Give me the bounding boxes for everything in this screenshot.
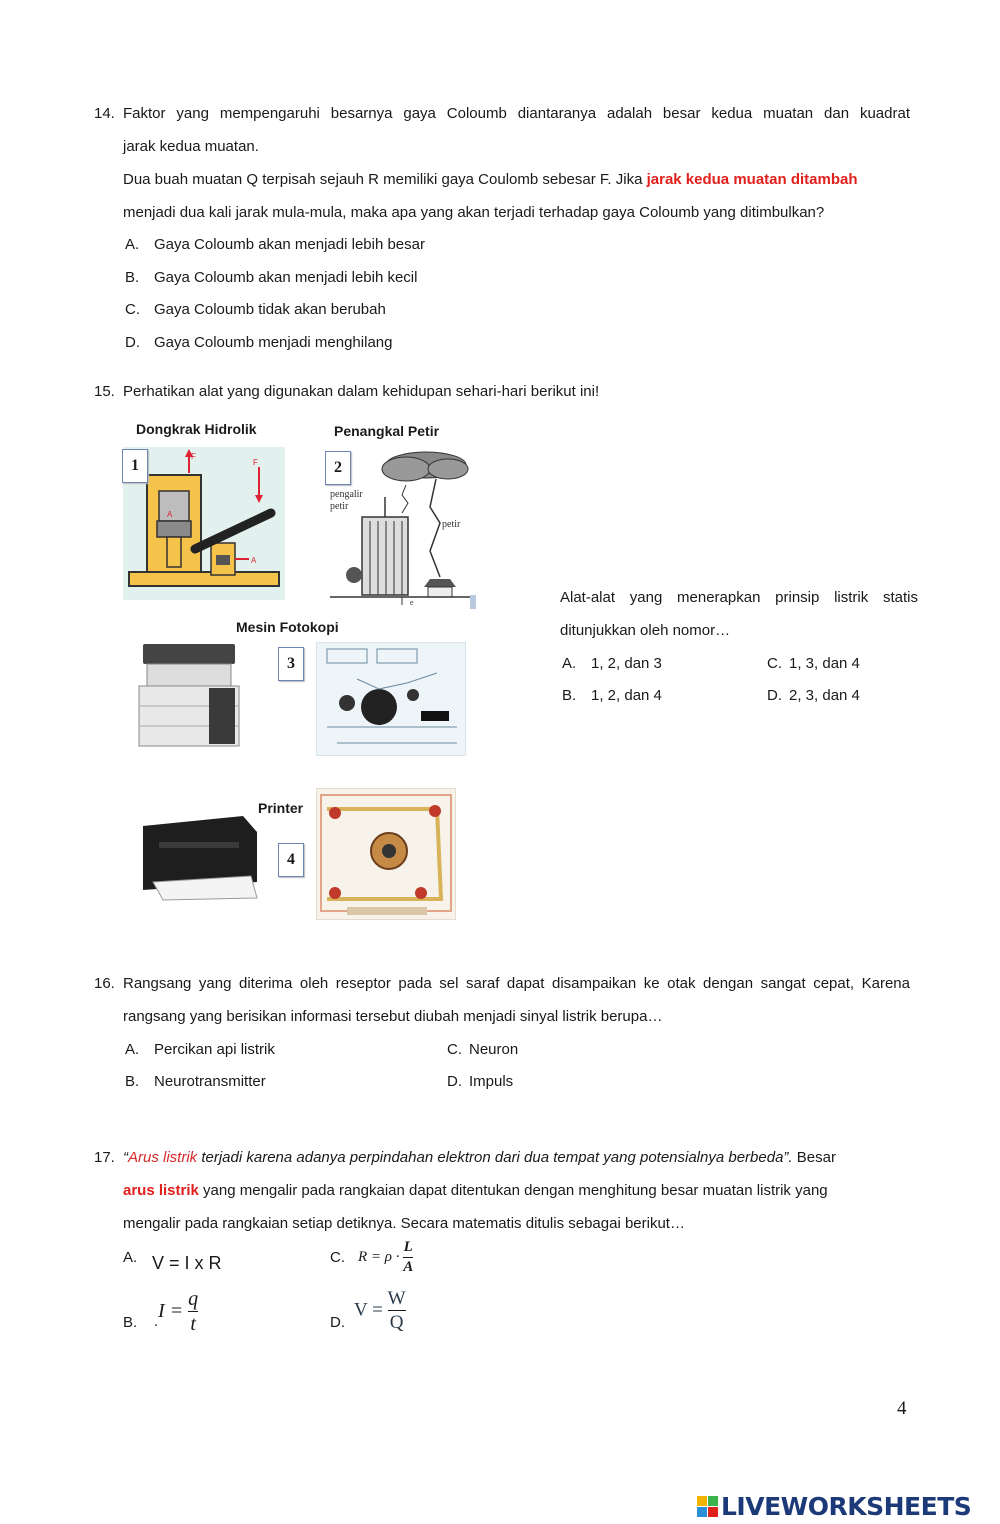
option-letter: A. bbox=[125, 236, 140, 253]
q14-option-a[interactable] bbox=[125, 235, 425, 255]
q14-line1: Faktor yang mempengaruhi besarnya gaya Coloumb diantaranya adalah besar kedua muatan dan kuadrat bbox=[123, 105, 910, 122]
photocopier-drawing bbox=[133, 640, 243, 750]
a1-label: A bbox=[167, 510, 173, 519]
printer-diagram-drawing bbox=[317, 789, 457, 921]
q14-line3 bbox=[123, 170, 910, 190]
printer-image bbox=[133, 812, 263, 902]
photocopier-diagram bbox=[316, 642, 466, 756]
formula-denominator: A bbox=[403, 1259, 414, 1275]
liveworksheets-watermark bbox=[697, 1491, 971, 1521]
option-text: 2, 3, dan 4 bbox=[789, 687, 860, 704]
q17-highlight: arus listrik bbox=[123, 1182, 199, 1199]
option-text: Gaya Coloumb akan menjadi lebih besar bbox=[154, 236, 425, 253]
q17-line3: mengalir pada rangkaian setiap detiknya. Secara matematis ditulis sebagai berikut… bbox=[123, 1215, 685, 1232]
photocopier-image bbox=[133, 640, 243, 750]
formula-numerator: W bbox=[387, 1288, 406, 1309]
printer-drawing bbox=[133, 812, 263, 902]
option-text: 1, 2, dan 3 bbox=[591, 655, 662, 672]
q17-option-d-formula[interactable] bbox=[354, 1289, 406, 1332]
q15-option-d[interactable] bbox=[767, 686, 860, 706]
label-fotokopi: Mesin Fotokopi bbox=[236, 619, 339, 635]
option-text: Gaya Coloumb menjadi menghilang bbox=[154, 334, 393, 351]
option-text: Impuls bbox=[469, 1073, 514, 1090]
number-box-3: 3 bbox=[278, 647, 304, 681]
option-text: Neurotransmitter bbox=[154, 1073, 266, 1090]
q15-question-line1: Alat-alat yang menerapkan prinsip listrik statis bbox=[560, 589, 918, 606]
number-box-4: 4 bbox=[278, 843, 304, 877]
option-letter: B. bbox=[125, 269, 140, 286]
q17-number: 17. bbox=[94, 1149, 115, 1166]
option-letter: D. bbox=[125, 334, 140, 351]
q17-option-c-formula[interactable] bbox=[358, 1240, 413, 1275]
q16-option-d[interactable] bbox=[447, 1072, 514, 1092]
option-text: Gaya Coloumb tidak akan berubah bbox=[154, 301, 386, 318]
fraction-bar bbox=[388, 1310, 406, 1311]
number-box-2: 2 bbox=[325, 451, 351, 485]
q17-option-d-letter[interactable]: D. bbox=[330, 1314, 345, 1331]
q17-option-b-formula[interactable] bbox=[158, 1289, 198, 1334]
q15-number: 15. bbox=[94, 383, 115, 400]
option-letter: D. bbox=[767, 687, 782, 704]
q16-option-b[interactable] bbox=[125, 1072, 266, 1092]
rod-conductor-label-2: petir bbox=[330, 501, 349, 512]
option-letter: C. bbox=[447, 1041, 462, 1058]
option-text: Percikan api listrik bbox=[154, 1041, 275, 1058]
q17-option-c-letter[interactable]: C. bbox=[330, 1249, 345, 1266]
q17-option-a-letter[interactable]: A. bbox=[123, 1249, 138, 1266]
formula-lhs: R = ρ · bbox=[358, 1249, 400, 1265]
q16-line1: Rangsang yang diterima oleh reseptor pada sel saraf dapat disampaikan ke otak dengan sangat cepat, Karena bbox=[123, 975, 910, 992]
formula-denominator: t bbox=[190, 1313, 196, 1335]
liveworksheets-logo-icon bbox=[697, 1496, 718, 1517]
fraction-bar bbox=[188, 1311, 198, 1312]
a2-label: A bbox=[251, 556, 257, 565]
q14-number: 14. bbox=[94, 105, 115, 122]
q16-option-c[interactable] bbox=[447, 1040, 519, 1060]
option-letter: C. bbox=[125, 301, 140, 318]
option-letter: A. bbox=[562, 655, 577, 672]
liveworksheets-brand: LIVEWORKSHEETS bbox=[721, 1491, 972, 1521]
q17-option-a-formula[interactable]: V = I x R bbox=[152, 1253, 222, 1273]
q17-line2 bbox=[123, 1181, 910, 1201]
q14-line2: jarak kedua muatan. bbox=[123, 138, 259, 155]
photocopier-diagram-drawing bbox=[317, 643, 467, 757]
q16-number: 16. bbox=[94, 975, 115, 992]
q17-option-b-letter[interactable]: B. bbox=[123, 1314, 138, 1331]
option-letter: D. bbox=[447, 1073, 462, 1090]
label-penangkal: Penangkal Petir bbox=[334, 423, 440, 439]
formula-lhs: V = bbox=[354, 1299, 383, 1321]
q15-option-a[interactable] bbox=[562, 654, 662, 674]
q14-line3-text: Dua buah muatan Q terpisah sejauh R memiliki gaya Coulomb sebesar F. Jika bbox=[123, 171, 647, 188]
q16-option-a[interactable] bbox=[125, 1040, 275, 1060]
q16-line2: rangsang yang berisikan informasi tersebut diubah menjadi sinyal listrik berupa… bbox=[123, 1008, 663, 1025]
fraction-bar bbox=[403, 1257, 413, 1258]
page-number: 4 bbox=[897, 1398, 907, 1419]
rod-lightning-label: petir bbox=[442, 519, 461, 530]
number-box-1: 1 bbox=[122, 449, 148, 483]
option-text: 1, 2, dan 4 bbox=[591, 687, 662, 704]
formula-numerator: L bbox=[403, 1239, 413, 1255]
q17-line1 bbox=[123, 1148, 910, 1168]
option-letter: B. bbox=[562, 687, 577, 704]
q17-quote-text: terjadi karena adanya perpindahan elektron dari dua tempat yang potensialnya berbeda”. bbox=[197, 1149, 793, 1166]
q14-option-c[interactable] bbox=[125, 300, 386, 320]
rod-ground-label: e bbox=[410, 598, 414, 607]
q14-line4: menjadi dua kali jarak mula-mula, maka apa yang akan terjadi terhadap gaya Coloumb yang ditimbulkan? bbox=[123, 204, 825, 221]
option-letter: C. bbox=[767, 655, 782, 672]
label-dongkrak: Dongkrak Hidrolik bbox=[136, 421, 257, 437]
option-text: 1, 3, dan 4 bbox=[789, 655, 860, 672]
q17-line2-text: yang mengalir pada rangkaian dapat ditentukan dengan menghitung besar muatan listrik yang bbox=[198, 1182, 828, 1199]
formula-fraction bbox=[388, 1289, 406, 1332]
rod-conductor-label: pengalir bbox=[330, 489, 363, 500]
printer-diagram bbox=[316, 788, 456, 920]
formula-fraction bbox=[188, 1289, 198, 1334]
option-text: Gaya Coloumb akan menjadi lebih kecil bbox=[154, 269, 418, 286]
q15-option-b[interactable] bbox=[562, 686, 662, 706]
q14-option-b[interactable] bbox=[125, 268, 418, 288]
q15-prompt: Perhatikan alat yang digunakan dalam kehidupan sehari-hari berikut ini! bbox=[123, 383, 600, 400]
formula-lhs: I = bbox=[158, 1300, 184, 1322]
q14-highlight: jarak kedua muatan ditambah bbox=[646, 171, 858, 188]
f1-label: F bbox=[191, 452, 196, 461]
formula-numerator: q bbox=[188, 1288, 199, 1310]
q15-option-c[interactable] bbox=[767, 654, 860, 674]
q17-option-b-dot: . bbox=[154, 1313, 159, 1330]
label-printer: Printer bbox=[258, 800, 304, 816]
q17-quote-highlight: Arus listrik bbox=[128, 1149, 198, 1166]
formula-fraction bbox=[403, 1240, 413, 1275]
option-letter: B. bbox=[125, 1073, 140, 1090]
q17-line1-tail: Besar bbox=[792, 1149, 836, 1166]
q14-option-d[interactable] bbox=[125, 333, 393, 353]
formula-denominator: Q bbox=[389, 1312, 404, 1333]
q15-question-line2: ditunjukkan oleh nomor… bbox=[560, 622, 731, 639]
option-text: Neuron bbox=[469, 1041, 519, 1058]
option-letter: A. bbox=[125, 1041, 140, 1058]
q17-quote-open: “ bbox=[123, 1149, 128, 1166]
f2-label: F bbox=[253, 458, 258, 467]
